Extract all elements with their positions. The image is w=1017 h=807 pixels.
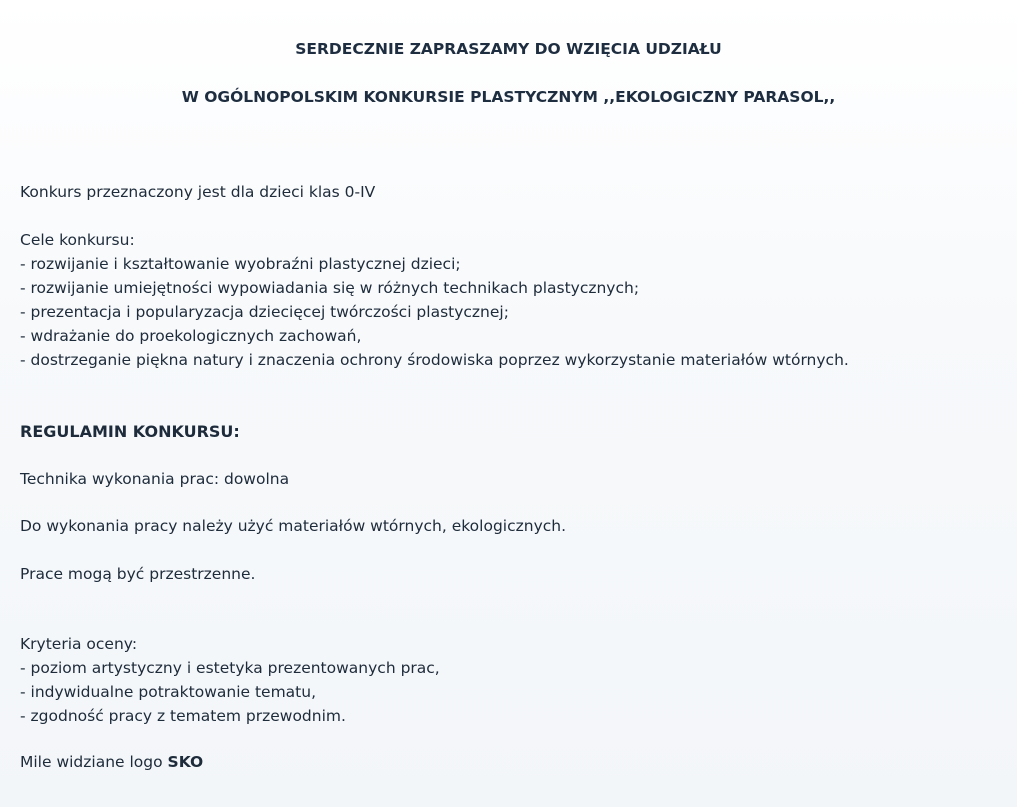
goal-item: - rozwijanie i kształtowanie wyobraźni plastycznej dzieci; <box>20 255 461 273</box>
goal-item: - dostrzeganie piękna natury i znaczenia ochrony środowiska poprzez wykorzystanie materiałów wtórnych. <box>20 351 849 369</box>
intro-paragraph: Konkurs przeznaczony jest dla dzieci klas 0-IV <box>20 183 376 201</box>
logo-note <box>20 750 203 774</box>
criteria-item: - poziom artystyczny i estetyka prezentowanych prac, <box>20 659 440 677</box>
logo-note-emphasis: SKO <box>167 753 204 771</box>
spatial-paragraph: Prace mogą być przestrzenne. <box>20 565 256 583</box>
rules-heading: REGULAMIN KONKURSU: <box>20 422 240 441</box>
competition-heading: W OGÓLNOPOLSKIM KONKURSIE PLASTYCZNYM ,,EKOLOGICZNY PARASOL,, <box>181 88 836 106</box>
invitation-heading: SERDECZNIE ZAPRASZAMY DO WZIĘCIA UDZIAŁU <box>295 40 722 58</box>
materials-paragraph: Do wykonania pracy należy użyć materiałów wtórnych, ekologicznych. <box>20 517 567 535</box>
goals-section <box>20 228 849 372</box>
goal-item: - wdrażanie do proekologicznych zachowań, <box>20 327 362 345</box>
technique-paragraph: Technika wykonania prac: dowolna <box>20 470 290 488</box>
criteria-title: Kryteria oceny: <box>20 635 138 653</box>
criteria-section <box>20 632 440 728</box>
goal-item: - prezentacja i popularyzacja dziecięcej twórczości plastycznej; <box>20 303 509 321</box>
goals-title: Cele konkursu: <box>20 231 135 249</box>
criteria-item: - zgodność pracy z tematem przewodnim. <box>20 707 346 725</box>
logo-note-text: Mile widziane logo <box>20 753 168 771</box>
goal-item: - rozwijanie umiejętności wypowiadania się w różnych technikach plastycznych; <box>20 279 640 297</box>
criteria-item: - indywidualne potraktowanie tematu, <box>20 683 317 701</box>
